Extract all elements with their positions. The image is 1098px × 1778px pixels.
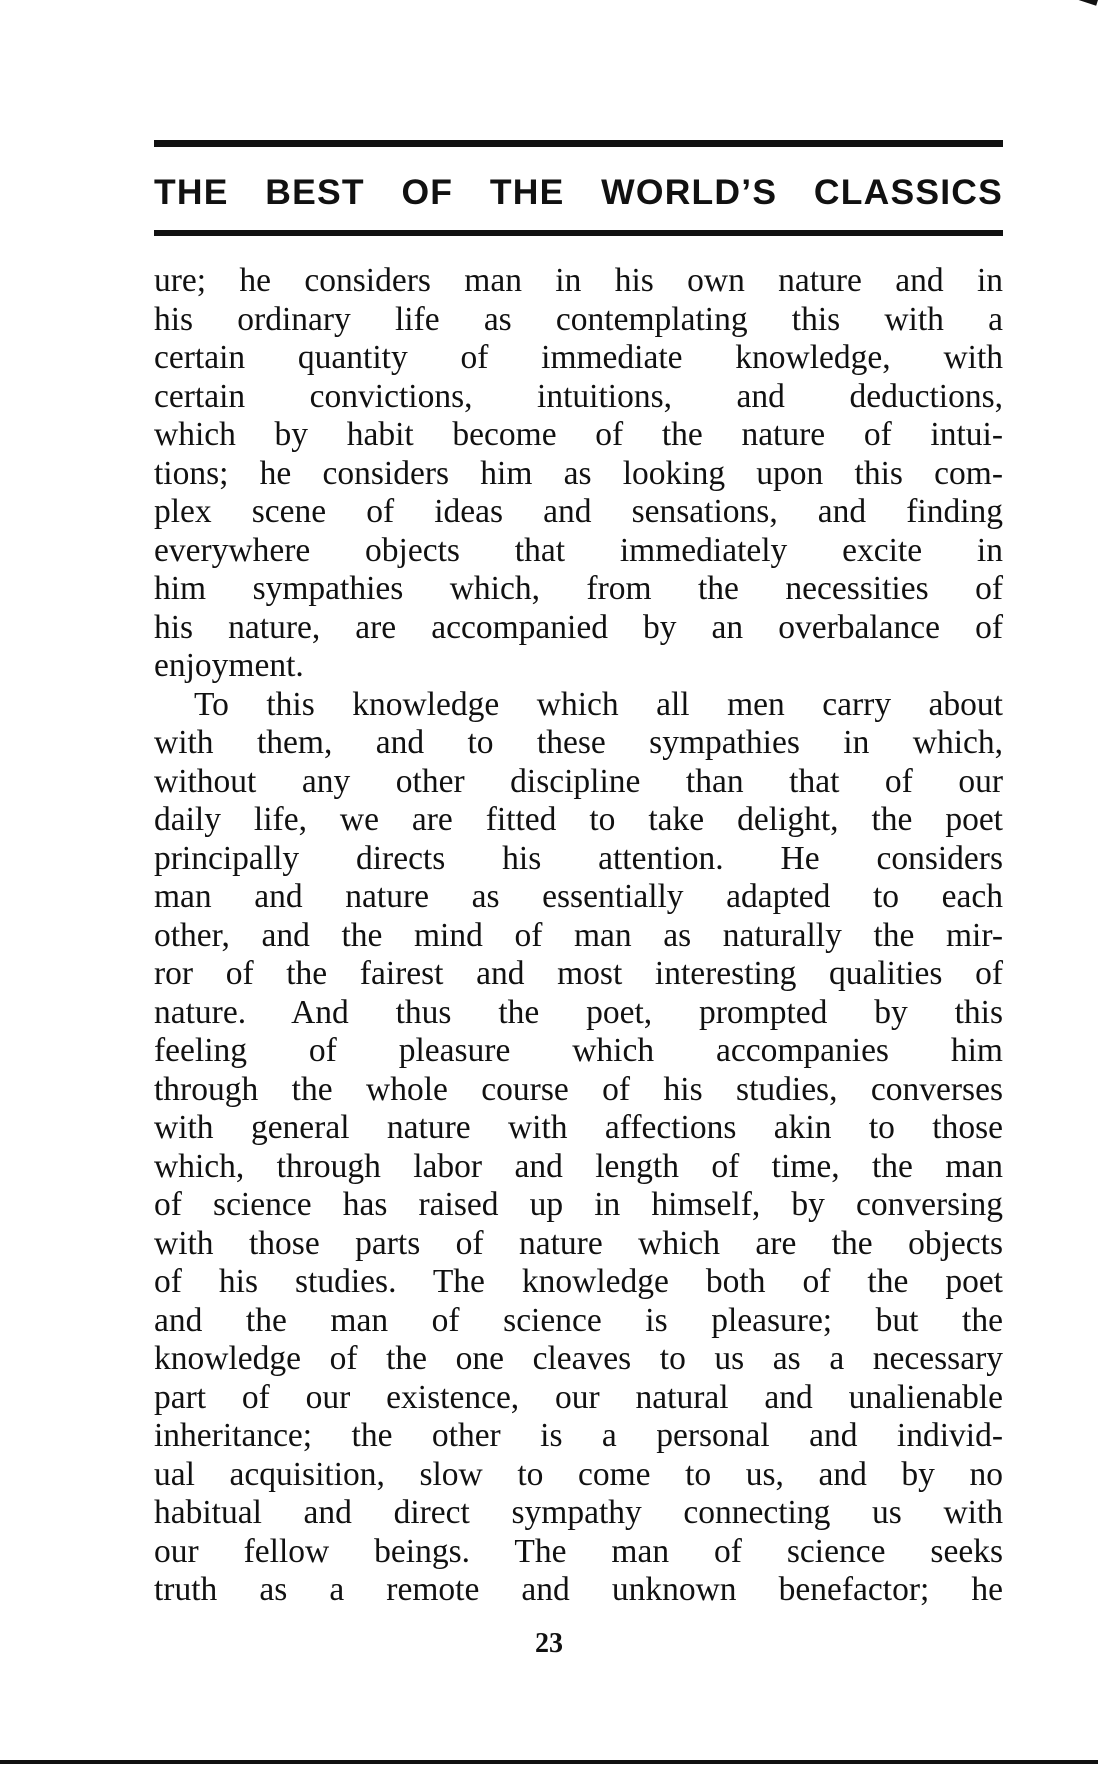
text-line: of his studies. The knowledge both of the poet xyxy=(154,1263,1003,1300)
text-line: our fellow beings. The man of science seeks xyxy=(154,1532,1003,1570)
text-line: inheritance; the other is a personal and individ- xyxy=(154,1417,1003,1454)
text-line: and the man of science is pleasure; but the xyxy=(154,1301,1003,1339)
body-text xyxy=(154,262,1003,1610)
bottom-rule xyxy=(0,1760,1098,1764)
text-line: habitual and direct sympathy connecting us with xyxy=(154,1494,1003,1531)
text-line: nature. And thus the poet, prompted by this xyxy=(154,993,1003,1031)
text-line: other, and the mind of man as naturally the mir- xyxy=(154,916,1003,954)
running-header: THE BEST OF THE WORLD’S CLASSICS xyxy=(154,172,1003,212)
text-line: ual acquisition, slow to come to us, and by no xyxy=(154,1455,1003,1493)
text-line: through the whole course of his studies, converses xyxy=(154,1070,1003,1108)
text-line: with general nature with affections akin to those xyxy=(154,1109,1003,1146)
text-line: man and nature as essentially adapted to each xyxy=(154,878,1003,915)
text-line: which, through labor and length of time, the man xyxy=(154,1147,1003,1185)
text-line: his nature, are accompanied by an overbalance of xyxy=(154,608,1003,646)
text-line: certain quantity of immediate knowledge, with xyxy=(154,339,1003,376)
text-line: ure; he considers man in his own nature and in xyxy=(154,262,1003,299)
text-line: him sympathies which, from the necessities of xyxy=(154,570,1003,607)
text-line: which by habit become of the nature of intui- xyxy=(154,416,1003,453)
text-line: with those parts of nature which are the objects xyxy=(154,1224,1003,1262)
text-line: truth as a remote and unknown benefactor; he xyxy=(154,1571,1003,1608)
text-line: knowledge of the one cleaves to us as a necessary xyxy=(154,1340,1003,1377)
text-line: daily life, we are fitted to take delight, the poet xyxy=(154,801,1003,838)
header-rule-bottom xyxy=(154,230,1003,236)
page-number: 23 xyxy=(535,1628,563,1659)
text-line: principally directs his attention. He considers xyxy=(154,839,1003,877)
text-line: everywhere objects that immediately excite in xyxy=(154,531,1003,569)
text-line: enjoyment. xyxy=(154,647,304,684)
header-rule-top xyxy=(154,140,1003,147)
text-line: without any other discipline than that of our xyxy=(154,762,1003,800)
paragraph-start-line: To this knowledge which all men carry about xyxy=(194,685,1003,723)
text-line: certain convictions, intuitions, and deductions, xyxy=(154,377,1003,415)
text-line: ror of the fairest and most interesting qualities of xyxy=(154,955,1003,992)
scan-corner-mark xyxy=(1075,0,1098,6)
text-line: his ordinary life as contemplating this with a xyxy=(154,300,1003,338)
text-line: part of our existence, our natural and unalienable xyxy=(154,1378,1003,1416)
text-line: with them, and to these sympathies in which, xyxy=(154,724,1003,761)
text-line: feeling of pleasure which accompanies him xyxy=(154,1032,1003,1069)
text-line: of science has raised up in himself, by conversing xyxy=(154,1186,1003,1223)
text-line: tions; he considers him as looking upon this com- xyxy=(154,454,1003,492)
text-line: plex scene of ideas and sensations, and finding xyxy=(154,493,1003,530)
